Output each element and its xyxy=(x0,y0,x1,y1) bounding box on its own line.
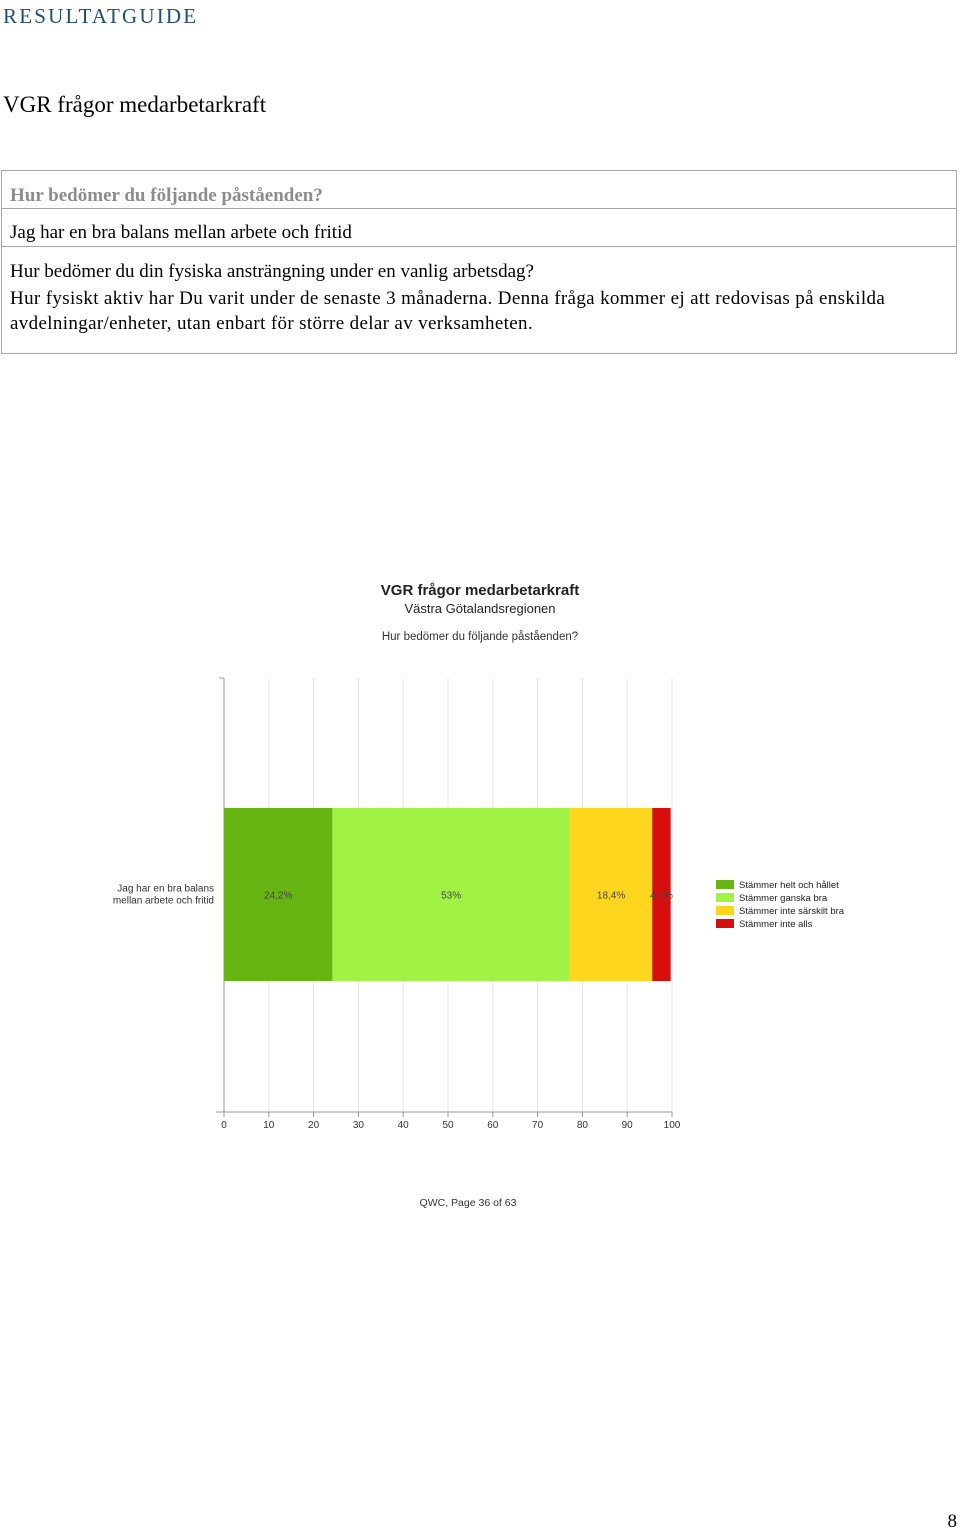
x-tick-label: 20 xyxy=(308,1120,320,1131)
chart-subtitle: Västra Götalandsregionen xyxy=(404,601,556,616)
data-label: 53% xyxy=(441,890,462,902)
statement-row xyxy=(2,208,956,247)
legend-label: Stämmer inte särskilt bra xyxy=(739,906,845,917)
chart-footer: QWC, Page 36 of 63 xyxy=(419,1197,517,1209)
x-tick-label: 0 xyxy=(221,1120,227,1131)
x-tick-label: 10 xyxy=(263,1120,275,1131)
stacked-bar-chart xyxy=(0,560,960,1240)
data-label: 24,2% xyxy=(264,890,293,902)
x-tick-label: 60 xyxy=(487,1120,499,1131)
question-heading-row xyxy=(2,171,956,209)
question-box xyxy=(1,170,957,354)
document-title: VGR frågor medarbetarkraft xyxy=(3,92,267,117)
x-tick-label: 30 xyxy=(352,1120,364,1131)
legend-label: Stämmer helt och hållet xyxy=(739,880,839,891)
plot-area xyxy=(113,678,845,1131)
question-2-text: Hur bedömer du din fysiska ansträngning under en vanlig arbetsdag? xyxy=(10,261,534,282)
category-label: Jag har en bra balans xyxy=(117,883,214,895)
statement-text: Jag har en bra balans mellan arbete och fritid xyxy=(10,222,352,243)
legend-swatch xyxy=(716,906,734,915)
legend-label: Stämmer ganska bra xyxy=(739,893,828,904)
x-tick-label: 80 xyxy=(576,1120,588,1131)
x-tick-label: 40 xyxy=(397,1120,409,1131)
chart-title: VGR frågor medarbetarkraft xyxy=(380,582,580,599)
legend-swatch xyxy=(716,919,734,928)
legend-swatch xyxy=(716,880,734,889)
question-heading: Hur bedömer du följande påståenden? xyxy=(10,185,323,206)
chart-svg xyxy=(0,560,960,1240)
chart-question: Hur bedömer du följande påståenden? xyxy=(381,631,579,643)
x-tick-label: 70 xyxy=(532,1120,544,1131)
page-number: 8 xyxy=(947,1511,957,1532)
data-label: 4,1% xyxy=(650,890,673,902)
x-tick-label: 90 xyxy=(621,1120,633,1131)
category-label: mellan arbete och fritid xyxy=(112,895,214,907)
legend-label: Stämmer inte alls xyxy=(739,919,813,930)
data-label: 18,4% xyxy=(596,890,626,902)
x-tick-label: 100 xyxy=(663,1120,681,1131)
legend-swatch xyxy=(716,893,734,902)
x-tick-label: 50 xyxy=(442,1120,454,1131)
header-label: RESULTATGUIDE xyxy=(3,4,199,28)
question-3-text: Hur fysiskt aktiv har Du varit under de senaste 3 månaderna. Denna fråga kommer ej att redovisas på enskilda avdelningar/enheter, utan enbart för större delar av verksamheten. xyxy=(10,288,886,334)
